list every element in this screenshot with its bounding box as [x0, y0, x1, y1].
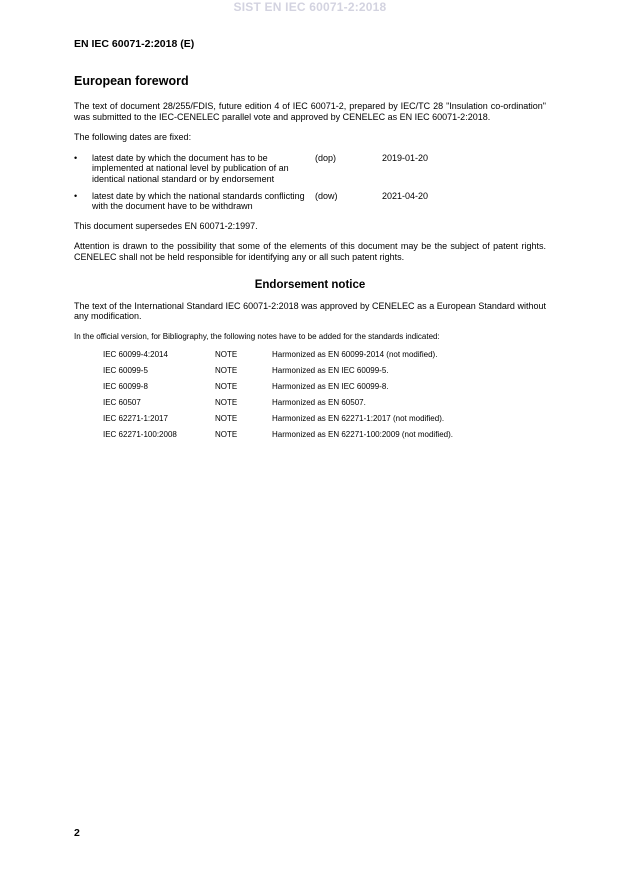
endorsement-text: The text of the International Standard IEC 60071-2:2018 was approved by CENELEC as a European Standard without any modification. [74, 300, 546, 322]
date-description: latest date by which the document has to be implemented at national level by publication of an identical national standard or by endorsement [92, 152, 289, 184]
date-item-dop [74, 153, 546, 185]
note-label: NOTE [215, 349, 238, 359]
note-label: NOTE [215, 429, 238, 439]
note-text: Harmonized as EN 62271-1:2017 (not modified). [272, 413, 445, 423]
document-id-header: EN IEC 60071-2:2018 (E) [74, 38, 195, 50]
dates-list [74, 153, 546, 212]
standard-ref: IEC 60099-8 [103, 381, 148, 391]
endorsement-title: Endorsement notice [254, 278, 366, 291]
table-row [103, 382, 453, 398]
standard-ref: IEC 60099-4:2014 [103, 349, 168, 359]
note-label: NOTE [215, 365, 238, 375]
bibliography-intro: In the official version, for Bibliography, the following notes have to be added for the standards indicated: [74, 331, 440, 341]
note-label: NOTE [215, 397, 238, 407]
standard-ref: IEC 62271-100:2008 [103, 429, 177, 439]
dates-intro: The following dates are fixed: [74, 132, 192, 143]
date-code: (dop) [315, 152, 337, 163]
foreword-intro: The text of document 28/255/FDIS, future edition 4 of IEC 60071-2, prepared by IEC/TC 28 "Insulation co-ordination" was submitted to the IEC-CENELEC parallel vote and approved by CENELEC as EN IEC 60071-2:2018. [74, 101, 546, 122]
foreword-title: European foreword [74, 74, 189, 88]
bullet: • [74, 190, 78, 201]
standard-ref: IEC 62271-1:2017 [103, 413, 168, 423]
standard-ref: IEC 60507 [103, 397, 141, 407]
table-row [103, 398, 453, 414]
page-content [74, 74, 546, 446]
table-row [103, 366, 453, 382]
date-item-dow [74, 191, 546, 212]
date-description: latest date by which the national standards conflicting with the document have to be withdrawn [92, 190, 305, 212]
note-label: NOTE [215, 381, 238, 391]
bullet: • [74, 152, 78, 163]
date-value: 2019-01-20 [382, 152, 429, 163]
page-number: 2 [74, 827, 80, 839]
standard-ref: IEC 60099-5 [103, 365, 148, 375]
table-row [103, 414, 453, 430]
note-text: Harmonized as EN IEC 60099-8. [272, 381, 389, 391]
bibliography-notes-table [103, 350, 453, 446]
date-code: (dow) [315, 190, 338, 201]
note-text: Harmonized as EN 60507. [272, 397, 366, 407]
table-row [103, 430, 453, 446]
note-text: Harmonized as EN 62271-100:2009 (not modified). [272, 429, 453, 439]
note-label: NOTE [215, 413, 238, 423]
table-row [103, 350, 453, 366]
note-text: Harmonized as EN IEC 60099-5. [272, 365, 389, 375]
supersedes-text: This document supersedes EN 60071-2:1997. [74, 220, 258, 231]
date-value: 2021-04-20 [382, 190, 429, 201]
watermark: SIST EN IEC 60071-2:2018 [233, 0, 387, 14]
patent-attention-text: Attention is drawn to the possibility that some of the elements of this document may be the subject of patent rights. CENELEC shall not be held responsible for identifying any or all such patent rights. [74, 241, 546, 262]
note-text: Harmonized as EN 60099-2014 (not modified). [272, 349, 438, 359]
